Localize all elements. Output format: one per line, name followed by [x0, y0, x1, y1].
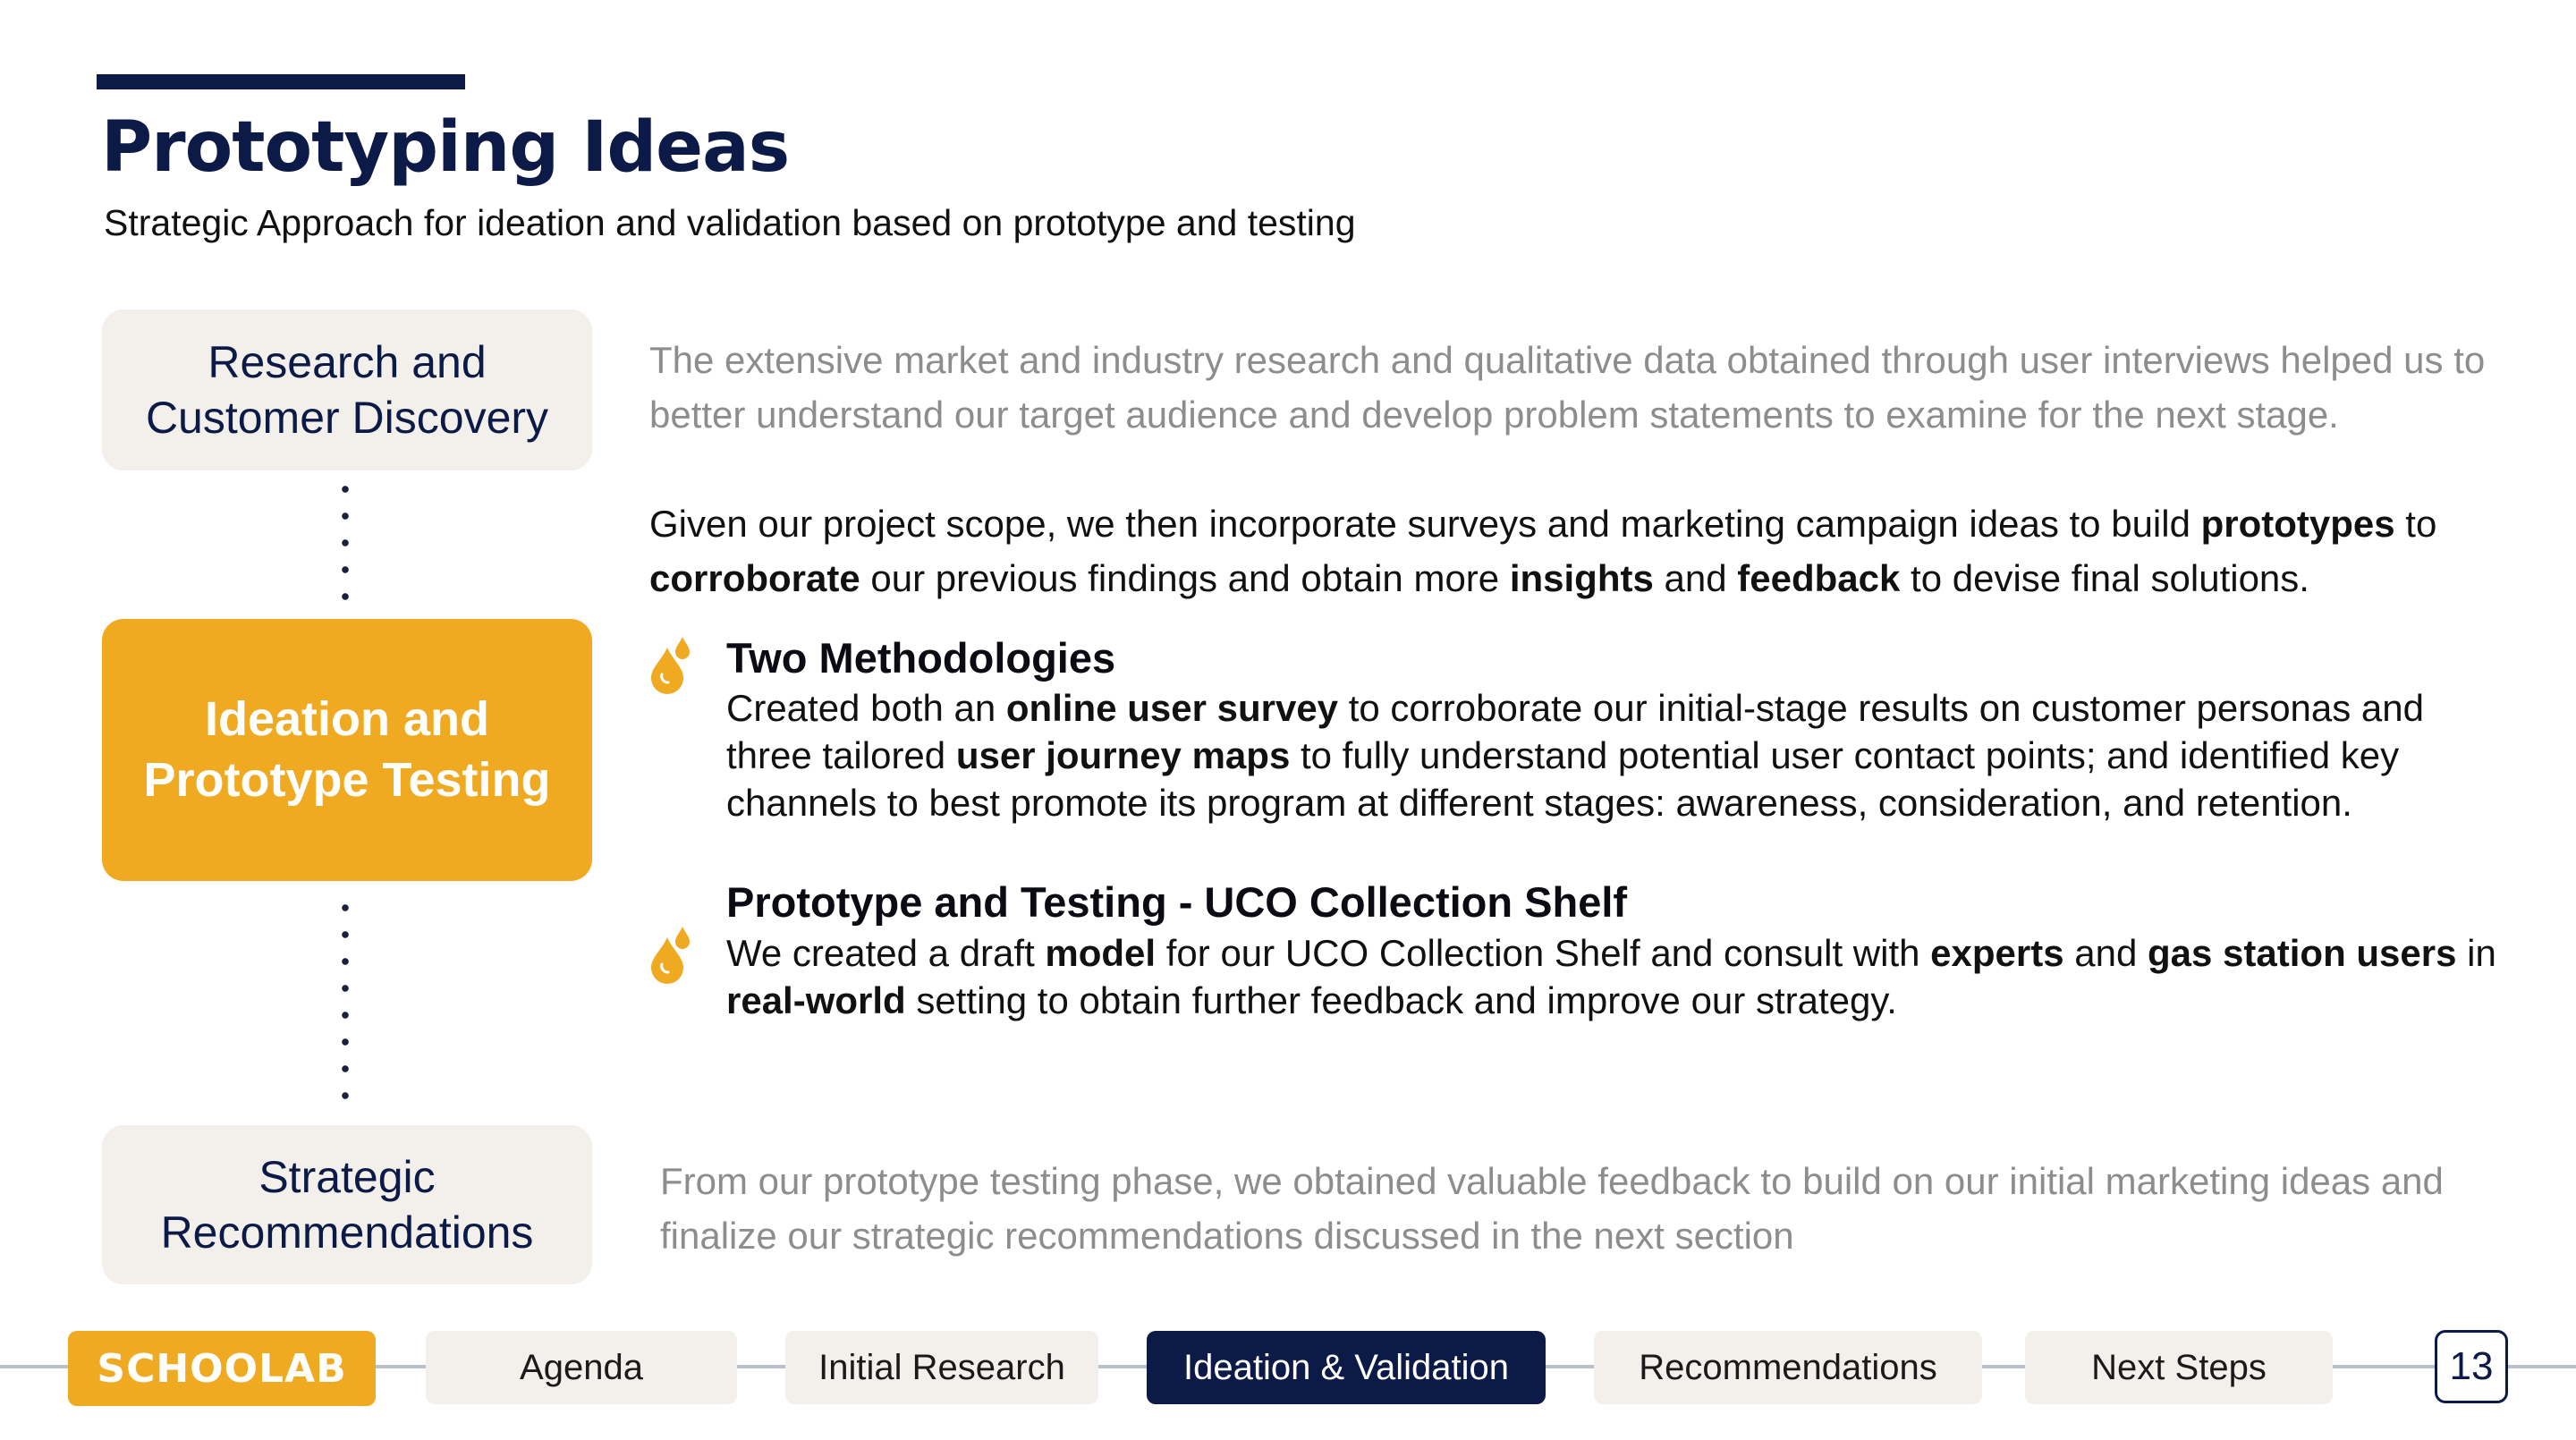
text-span: We created a draft — [726, 932, 1046, 974]
methodology-title: Prototype and Testing - UCO Collection Shelf — [726, 878, 1628, 926]
text-span: setting to obtain further feedback and improve our strategy. — [905, 979, 1897, 1021]
nav-next-steps-button[interactable]: Next Steps — [2025, 1331, 2333, 1404]
methodology-title: Two Methodologies — [726, 634, 1116, 682]
nav-agenda-button[interactable]: Agenda — [426, 1331, 737, 1404]
stage-ideation-testing — [102, 619, 592, 881]
text-span: Given our project scope, we then incorporate surveys and marketing campaign ideas to build — [649, 503, 2201, 545]
outro-text: From our prototype testing phase, we obtained valuable feedback to build on our initial marketing ideas and finalize our strategic recommendations discussed in the next section — [660, 1160, 2444, 1257]
page-title: Prototyping Ideas — [101, 107, 790, 188]
stage-label: Ideation and Prototype Testing — [143, 692, 551, 807]
nav-recommendations-button[interactable]: Recommendations — [1594, 1331, 1982, 1404]
emphasis-text: insights — [1509, 557, 1654, 599]
methodology-description — [726, 684, 2515, 826]
emphasis-text: prototypes — [2200, 503, 2395, 545]
text-span: to — [2394, 503, 2437, 545]
emphasis-text: online user survey — [1005, 687, 1339, 729]
text-span: Created both an — [726, 687, 1006, 729]
stage-research-discovery — [102, 309, 592, 470]
text-span: and — [2063, 932, 2148, 974]
nav-initial-research-button[interactable]: Initial Research — [785, 1331, 1098, 1404]
text-span: in — [2456, 932, 2496, 974]
emphasis-text: user journey maps — [955, 734, 1291, 776]
text-span: to corroborate our initial-stage results on customer personas and three tailored — [726, 687, 2425, 776]
intro-context-text: The extensive market and industry research and qualitative data obtained through user interviews helped us to better understand our target audience and develop problem statements to examine for the next stage. — [649, 339, 2486, 436]
stage-label: Research and Customer Discovery — [145, 336, 549, 443]
text-span: for our UCO Collection Shelf and consult with — [1156, 932, 1931, 974]
header-accent-bar — [97, 74, 465, 89]
text-span: our previous findings and obtain more — [860, 557, 1510, 599]
page-subtitle: Strategic Approach for ideation and validation based on prototype and testing — [104, 202, 1356, 243]
stage-connector-dots — [342, 894, 349, 1105]
droplets-icon — [649, 635, 694, 694]
emphasis-text: model — [1045, 932, 1157, 974]
emphasis-text: corroborate — [649, 557, 860, 599]
text-span: to fully understand potential user contact points; and identified key channels to best promote its program at different stages: awareness, consideration, and retention. — [726, 734, 2400, 824]
emphasis-text: real-world — [726, 979, 906, 1021]
stage-connector-dots — [342, 476, 349, 614]
emphasis-text: experts — [1930, 932, 2064, 974]
schoolab-logo[interactable]: SCHOOLAB — [68, 1331, 376, 1406]
emphasis-text: feedback — [1737, 557, 1901, 599]
droplets-icon — [649, 925, 694, 984]
page-number: 13 — [2435, 1330, 2508, 1403]
nav-ideation-validation-button[interactable]: Ideation & Validation — [1147, 1331, 1546, 1404]
text-span: to devise final solutions. — [1900, 557, 2309, 599]
intro-scope-text — [649, 496, 2510, 606]
emphasis-text: gas station users — [2148, 932, 2457, 974]
methodology-description — [726, 929, 2515, 1024]
stage-strategic-recommendations — [102, 1125, 592, 1284]
text-span: and — [1653, 557, 1738, 599]
stage-label: Strategic Recommendations — [160, 1151, 534, 1258]
